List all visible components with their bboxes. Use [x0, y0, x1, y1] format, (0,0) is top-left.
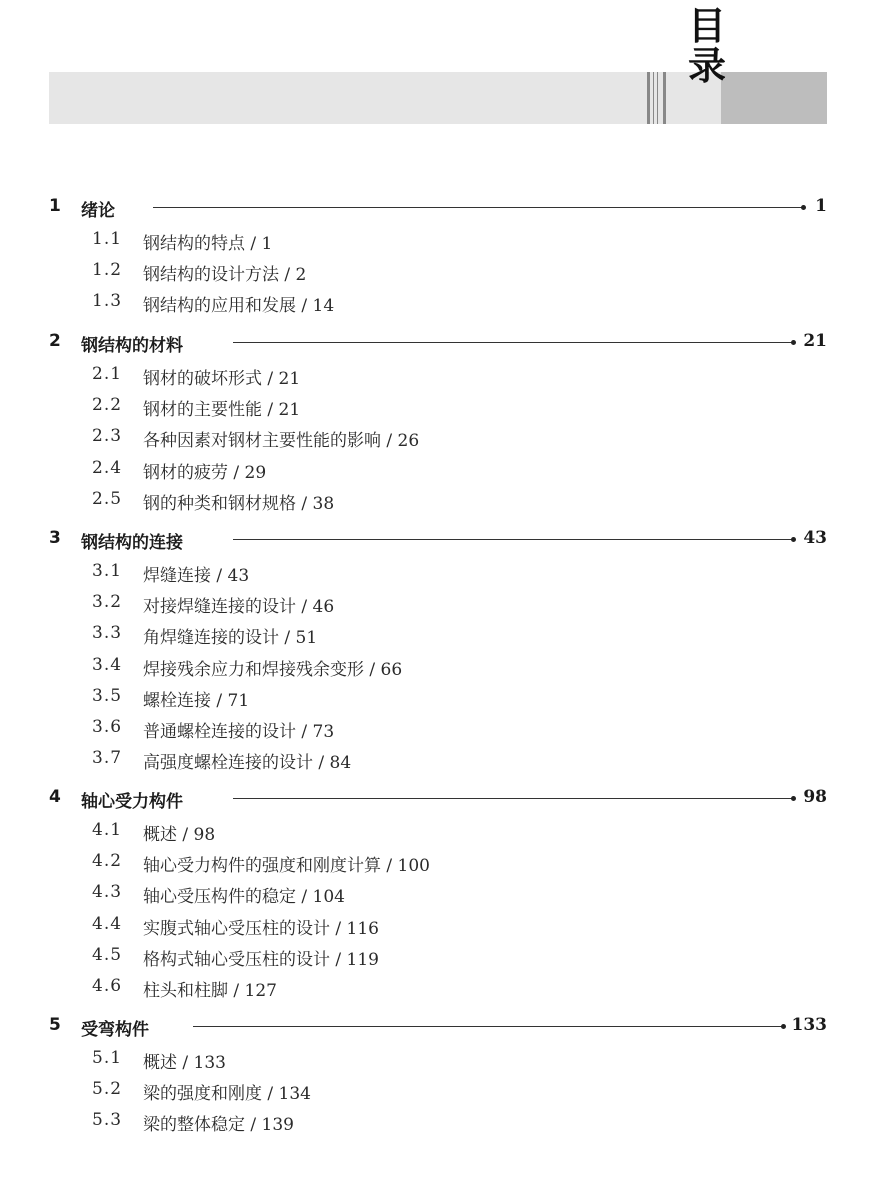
section-number: 3.2 — [92, 592, 123, 613]
section-title: 钢结构的应用和发展 / 14 — [143, 296, 335, 317]
section-number: 3.7 — [92, 748, 123, 769]
section-number: 2.3 — [92, 426, 123, 447]
section-number: 4.2 — [92, 851, 123, 872]
section-title: 轴心受力构件的强度和刚度计算 / 100 — [143, 856, 430, 877]
chapter-number: 3 — [49, 528, 61, 548]
chapter-title: 钢结构的材料 — [81, 336, 183, 356]
section-title: 钢材的主要性能 / 21 — [143, 400, 301, 421]
leader-line — [233, 539, 793, 540]
section-number: 4.3 — [92, 882, 123, 903]
chapter-page-number: 21 — [803, 331, 827, 351]
chapter-row[interactable] — [49, 785, 827, 811]
section-number: 1.1 — [92, 229, 123, 249]
section-title: 焊缝连接 / 43 — [143, 566, 250, 586]
chapter-title: 绪论 — [81, 201, 115, 221]
leader-dot — [801, 205, 806, 210]
section-title: 轴心受压构件的稳定 / 104 — [143, 887, 345, 908]
leader-line — [153, 207, 803, 208]
section-title: 焊接残余应力和焊接残余变形 / 66 — [143, 659, 403, 680]
leader-dot — [791, 537, 796, 542]
section-title: 钢结构的设计方法 / 2 — [143, 265, 307, 286]
chapter-row[interactable] — [49, 329, 827, 355]
section-number: 5.2 — [92, 1079, 123, 1100]
section-title: 钢结构的特点 / 1 — [143, 234, 273, 254]
chapter-title: 受弯构件 — [81, 1020, 149, 1040]
section-number: 2.1 — [92, 364, 123, 384]
section-title: 梁的整体稳定 / 139 — [143, 1115, 294, 1136]
chapter-number: 5 — [49, 1015, 61, 1035]
section-title: 螺栓连接 / 71 — [143, 690, 250, 711]
section-title: 实腹式轴心受压柱的设计 / 116 — [143, 918, 379, 939]
leader-dot — [791, 340, 796, 345]
section-number: 3.5 — [92, 685, 123, 706]
leader-line — [233, 798, 793, 799]
section-number: 4.4 — [92, 913, 123, 934]
section-number: 1.2 — [92, 260, 123, 281]
section-title: 概述 / 133 — [143, 1053, 226, 1073]
section-title: 角焊缝连接的设计 / 51 — [143, 628, 318, 649]
section-number: 2.4 — [92, 457, 123, 478]
leader-line — [193, 1026, 783, 1027]
section-number: 3.3 — [92, 623, 123, 644]
chapter-number: 4 — [49, 787, 61, 807]
chapter-title: 钢结构的连接 — [81, 533, 183, 553]
chapter-row[interactable] — [49, 194, 827, 220]
chapter-page-number: 98 — [803, 787, 827, 807]
page-title: 目 录 — [688, 4, 765, 88]
section-title: 钢的种类和钢材规格 / 38 — [143, 493, 335, 514]
section-title: 格构式轴心受压柱的设计 / 119 — [143, 949, 379, 970]
section-title: 钢材的破坏形式 / 21 — [143, 369, 301, 389]
section-title: 梁的强度和刚度 / 134 — [143, 1084, 311, 1105]
section-number: 3.6 — [92, 717, 123, 737]
section-title: 钢材的疲劳 / 29 — [143, 462, 267, 483]
leader-line — [233, 342, 793, 343]
section-title: 高强度螺栓连接的设计 / 84 — [143, 753, 352, 774]
section-title: 普通螺栓连接的设计 / 73 — [143, 722, 335, 742]
section-title: 柱头和柱脚 / 127 — [143, 981, 277, 1001]
section-number: 5.3 — [92, 1110, 123, 1131]
leader-dot — [781, 1024, 786, 1029]
chapter-page-number: 43 — [803, 528, 827, 548]
chapter-page-number: 133 — [791, 1015, 827, 1035]
chapter-row[interactable] — [49, 1013, 827, 1039]
section-number: 2.5 — [92, 488, 123, 509]
section-title: 各种因素对钢材主要性能的影响 / 26 — [143, 431, 420, 452]
section-number: 4.6 — [92, 976, 123, 996]
chapter-page-number: 1 — [815, 196, 827, 216]
chapter-row[interactable] — [49, 526, 827, 552]
leader-dot — [791, 796, 796, 801]
chapter-title: 轴心受力构件 — [81, 792, 183, 812]
section-title: 概述 / 98 — [143, 825, 216, 845]
chapter-number: 2 — [49, 331, 61, 351]
section-number: 1.3 — [92, 291, 123, 312]
section-number: 5.1 — [92, 1048, 123, 1068]
section-number: 4.5 — [92, 944, 123, 965]
section-title: 对接焊缝连接的设计 / 46 — [143, 597, 335, 618]
section-number: 4.1 — [92, 820, 123, 840]
section-number: 3.1 — [92, 561, 123, 581]
section-number: 2.2 — [92, 395, 123, 416]
chapter-number: 1 — [49, 196, 61, 216]
section-number: 3.4 — [92, 654, 123, 675]
